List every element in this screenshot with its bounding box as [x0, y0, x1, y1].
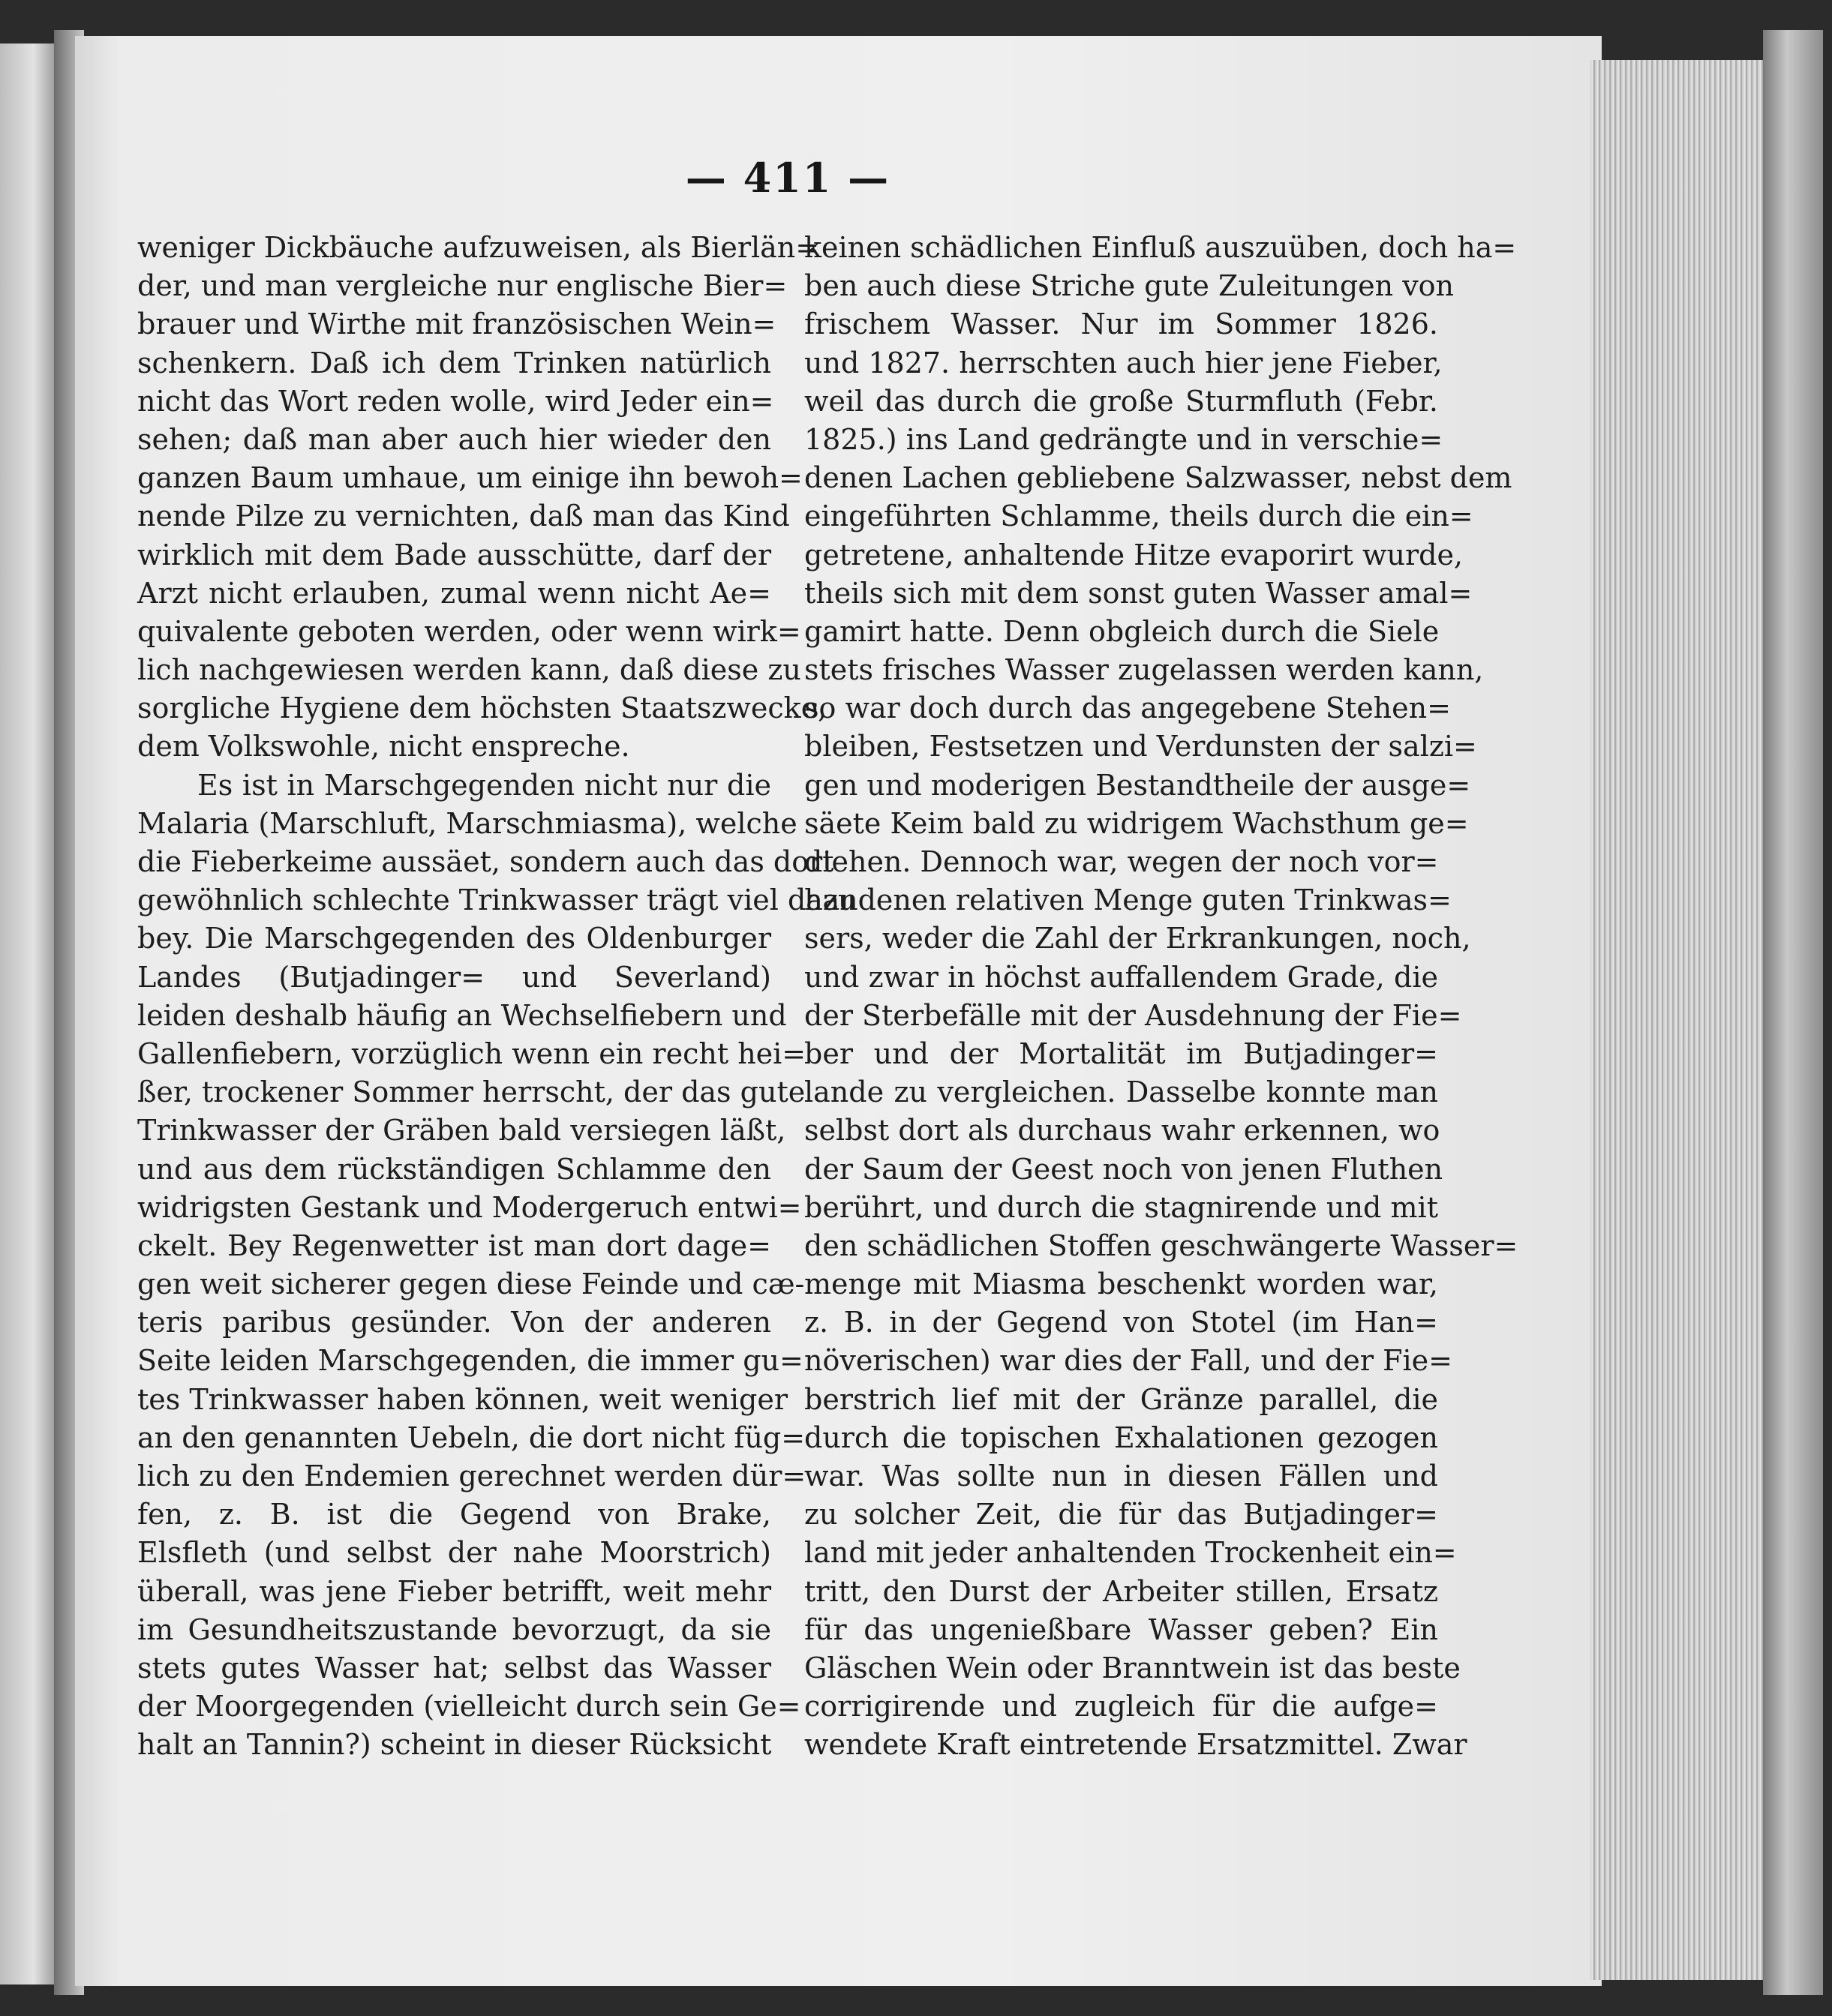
text-line: handenen relativen Menge guten Trinkwas=: [804, 884, 1452, 917]
book-cover-edge: [1763, 30, 1823, 1995]
text-line: weniger Dickbäuche aufzuweisen, als Bierlän=: [137, 231, 820, 264]
text-line: teris paribus gesünder. Von der anderen: [137, 1306, 771, 1340]
text-line: leiden deshalb häufig an Wechselfiebern und: [137, 998, 787, 1032]
text-line: lande zu vergleichen. Dasselbe konnte man: [804, 1076, 1438, 1109]
text-line: land mit jeder anhaltenden Trockenheit ein=: [804, 1536, 1457, 1570]
text-line: den schädlichen Stoffen geschwängerte Wasser=: [804, 1228, 1518, 1262]
text-line: frischem Wasser. Nur im Sommer 1826.: [804, 308, 1438, 341]
text-line: Trinkwasser der Gräben bald versiegen läßt,: [137, 1114, 786, 1148]
text-line: lich nachgewiesen werden kann, daß diese zu: [137, 653, 801, 687]
text-line: bleiben, Festsetzen und Verdunsten der salzi=: [804, 730, 1477, 764]
text-line: gen weit sicherer gegen diese Feinde und cæ-: [137, 1268, 805, 1301]
text-line: halt an Tannin?) scheint in dieser Rücksicht: [137, 1728, 772, 1762]
text-line: stets frisches Wasser zugelassen werden kann,: [804, 653, 1484, 687]
text-line: im Gesundheitszustande bevorzugt, da sie: [137, 1612, 771, 1646]
text-line: quivalente geboten werden, oder wenn wirk=: [137, 614, 801, 648]
text-line: gen und moderigen Bestandtheile der ausge=: [804, 768, 1471, 802]
text-line: durch die topischen Exhalationen gezogen: [804, 1420, 1438, 1454]
text-line: überall, was jene Fieber betrifft, weit mehr: [137, 1574, 771, 1608]
text-line: stets gutes Wasser hat; selbst das Wasser: [137, 1651, 771, 1684]
text-line: keinen schädlichen Einfluß auszuüben, doch ha=: [804, 231, 1517, 264]
text-line: Elsfleth (und selbst der nahe Moorstrich): [137, 1536, 771, 1570]
text-line: der Sterbefälle mit der Ausdehnung der Fie=: [804, 998, 1462, 1032]
text-line: Arzt nicht erlauben, zumal wenn nicht Ae=: [137, 576, 771, 610]
text-line: eingeführten Schlamme, theils durch die ein=: [804, 500, 1473, 533]
facing-page-edge: [0, 44, 56, 1984]
page-edges: [1590, 60, 1770, 1980]
text-line: berstrich lief mit der Gränze parallel, die: [804, 1382, 1438, 1416]
text-line: diehen. Dennoch war, wegen der noch vor=: [804, 845, 1439, 878]
text-line: selbst dort als durchaus wahr erkennen, wo: [804, 1114, 1440, 1148]
text-line: sers, weder die Zahl der Erkrankungen, noch,: [804, 922, 1471, 956]
text-line: lich zu den Endemien gerechnet werden dür=: [137, 1460, 806, 1492]
text-line: tritt, den Durst der Arbeiter stillen, Ersatz: [804, 1574, 1438, 1608]
text-line: 1825.) ins Land gedrängte und in verschie=: [804, 422, 1443, 456]
text-line: gamirt hatte. Denn obgleich durch die Siele: [804, 614, 1440, 648]
text-line: Gläschen Wein oder Branntwein ist das beste: [804, 1651, 1461, 1684]
text-line: corrigirende und zugleich für die aufge=: [804, 1690, 1438, 1724]
text-line: für das ungenießbare Wasser geben? Ein: [804, 1612, 1438, 1646]
text-line: dem Volkswohle, nicht enspreche.: [137, 730, 630, 764]
text-line: und 1827. herrschten auch hier jene Fieber,: [804, 346, 1443, 380]
text-line: z. B. in der Gegend von Stotel (im Han=: [804, 1306, 1438, 1340]
text-line: war. Was sollte nun in diesen Fällen und: [804, 1460, 1438, 1492]
right-text-column: [804, 229, 1518, 1765]
text-line: ßer, trockener Sommer herrscht, der das gute: [137, 1076, 806, 1109]
text-line: wendete Kraft eintretende Ersatzmittel. Zwar: [804, 1728, 1467, 1762]
text-line: säete Keim bald zu widrigem Wachsthum ge=: [804, 806, 1469, 840]
text-line: schenkern. Daß ich dem Trinken natürlich: [137, 346, 771, 380]
text-line: ckelt. Bey Regenwetter ist man dort dage=: [137, 1228, 771, 1262]
text-line: theils sich mit dem sonst guten Wasser amal=: [804, 576, 1473, 610]
page-number: — 411 —: [685, 154, 890, 202]
left-text-column: [137, 229, 857, 1765]
text-line: berührt, und durch die stagnirende und mit: [804, 1190, 1438, 1224]
text-line: an den genannten Uebeln, die dort nicht füg=: [137, 1420, 806, 1454]
text-line: ganzen Baum umhaue, um einige ihn bewoh=: [137, 461, 803, 495]
text-line: gewöhnlich schlechte Trinkwasser trägt viel dazu: [137, 884, 857, 917]
text-line: Seite leiden Marschgegenden, die immer gu=: [137, 1344, 803, 1378]
text-line: nicht das Wort reden wolle, wird Jeder ein=: [137, 384, 774, 418]
text-line: widrigsten Gestank und Modergeruch entwi=: [137, 1190, 802, 1224]
text-line: Malaria (Marschluft, Marschmiasma), welche: [137, 806, 797, 840]
text-line: wirklich mit dem Bade ausschütte, darf der: [137, 538, 771, 572]
text-line: getretene, anhaltende Hitze evaporirt wurde,: [804, 538, 1464, 572]
text-line: nende Pilze zu vernichten, daß man das Kind: [137, 500, 790, 533]
text-line: der Moorgegenden (vielleicht durch sein Ge=: [137, 1690, 801, 1724]
text-line: denen Lachen gebliebene Salzwasser, nebst dem: [804, 461, 1512, 495]
text-line: so war doch durch das angegebene Stehen=: [804, 692, 1451, 725]
text-line: fen, z. B. ist die Gegend von Brake,: [137, 1498, 771, 1532]
text-line: und zwar in höchst auffallendem Grade, die: [804, 960, 1438, 994]
text-line: brauer und Wirthe mit französischen Wein=: [137, 308, 776, 341]
text-line: menge mit Miasma beschenkt worden war,: [804, 1268, 1438, 1301]
text-line: der Saum der Geest noch von jenen Fluthen: [804, 1152, 1443, 1186]
text-line: der, und man vergleiche nur englische Bier=: [137, 269, 788, 303]
text-line: ber und der Mortalität im Butjadinger=: [804, 1036, 1438, 1070]
text-line: növerischen) war dies der Fall, und der Fie=: [804, 1344, 1452, 1378]
text-line: sehen; daß man aber auch hier wieder den: [137, 422, 771, 456]
text-line: Landes (Butjadinger= und Severland): [137, 960, 771, 994]
text-line: ben auch diese Striche gute Zuleitungen von: [804, 269, 1455, 303]
text-line: weil das durch die große Sturmfluth (Febr.: [804, 384, 1438, 418]
text-line: und aus dem rückständigen Schlamme den: [137, 1152, 771, 1186]
text-line: tes Trinkwasser haben können, weit weniger: [137, 1382, 788, 1416]
text-line: Gallenfiebern, vorzüglich wenn ein recht hei=: [137, 1036, 806, 1070]
text-line: zu solcher Zeit, die für das Butjadinger=: [804, 1498, 1438, 1532]
text-line: die Fieberkeime aussäet, sondern auch das dort: [137, 845, 834, 878]
text-line: bey. Die Marschgegenden des Oldenburger: [137, 922, 771, 956]
text-line: sorgliche Hygiene dem höchsten Staatszwecke,: [137, 692, 827, 725]
text-line: Es ist in Marschgegenden nicht nur die: [197, 768, 771, 802]
